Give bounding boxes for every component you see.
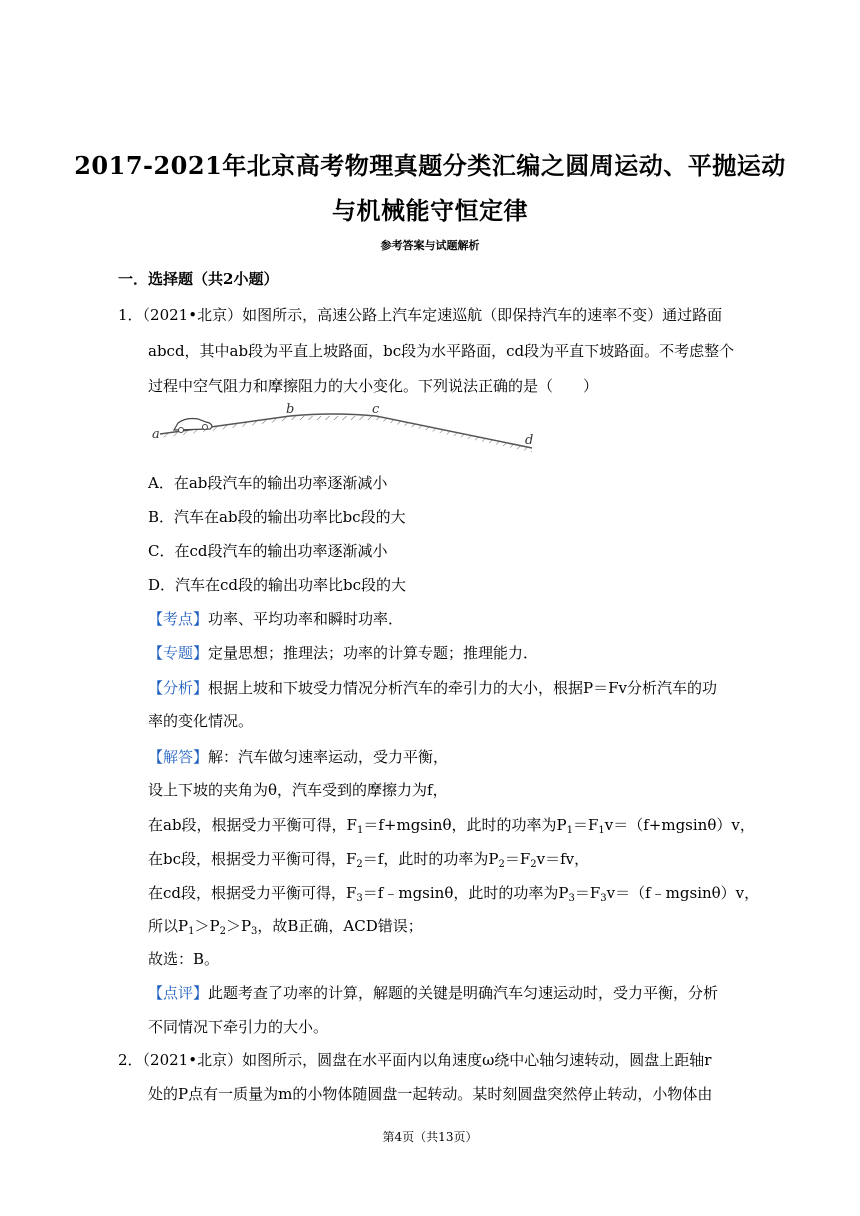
figure-label-d: d <box>525 433 534 448</box>
q2-stem-line-1: 2．（2021•北京）如图所示，圆盘在水平面内以角速度ω绕中心轴匀速转动，圆盘上距轴r <box>118 1051 712 1069</box>
document-title-line-1: 2017-2021年北京高考物理真题分类汇编之圆周运动、平抛运动 <box>74 151 786 180</box>
q1-dianping <box>148 982 718 1003</box>
document-subtitle: 参考答案与试题解析 <box>380 239 480 252</box>
dianping-tag: 【点评】 <box>148 984 209 1002</box>
document-title-line-2: 与机械能守恒定律 <box>332 196 528 225</box>
kaodian-text: 功率、平均功率和瞬时功率． <box>208 610 404 628</box>
zhuanti-tag: 【专题】 <box>148 644 209 662</box>
q1-jieda-line-2: 设上下坡的夹角为θ，汽车受到的摩擦力为f， <box>148 781 448 799</box>
jieda-tag: 【解答】 <box>148 748 209 766</box>
q1-fenxi <box>148 677 717 698</box>
q1-jieda <box>148 746 448 767</box>
q1-option-c: C．在cd段汽车的输出功率逐渐减小 <box>148 542 388 560</box>
kaodian-tag: 【考点】 <box>148 610 209 628</box>
q1-option-d: D．汽车在cd段的输出功率比bc段的大 <box>148 576 407 594</box>
figure-label-a: a <box>152 427 160 442</box>
fenxi-text-1: 根据上坡和下坡受力情况分析汽车的牵引力的大小，根据P＝Fv分析汽车的功 <box>208 679 717 697</box>
q1-option-a: A．在ab段汽车的输出功率逐渐减小 <box>148 474 388 492</box>
figure-label-c: c <box>372 402 380 417</box>
zhuanti-text: 定量思想；推理法；功率的计算专题；推理能力． <box>208 644 539 662</box>
dianping-text-1: 此题考查了功率的计算，解题的关键是明确汽车匀速运动时，受力平衡，分析 <box>208 984 719 1002</box>
q1-dianping-cont: 不同情况下牵引力的大小。 <box>148 1018 329 1036</box>
q1-stem-line-1: 1．（2021•北京）如图所示，高速公路上汽车定速巡航（即保持汽车的速率不变）通过路面 <box>118 306 723 324</box>
q1-ab-equation: 在ab段，根据受力平衡可得，$F_1=f+mgsin\theta$，此时的功率为$P_1=F_1v=(f+mgsin\theta)v$， <box>148 816 755 836</box>
q1-option-b: B．汽车在ab段的输出功率比bc段的大 <box>148 508 406 526</box>
q1-conclusion: 所以$P_1>P_2>P_3$，故B正确，ACD错误； <box>148 917 423 937</box>
figure-label-b: b <box>286 402 295 417</box>
q1-zhuanti <box>148 642 538 663</box>
q1-bc-equation: 在bc段，根据受力平衡可得，$F_2=f$，此时的功率为$P_2=F_2v=fv$， <box>148 850 590 870</box>
q1-road-figure <box>150 400 542 462</box>
q1-stem-line-2: abcd，其中ab段为平直上坡路面，bc段为水平路面，cd段为平直下坡路面。不考虑整个 <box>148 342 735 360</box>
jieda-text-1: 解：汽车做匀速率运动，受力平衡， <box>208 748 449 766</box>
q1-cd-equation: 在cd段，根据受力平衡可得，$F_3=f﹣mgsin\theta$，此时的功率为$P_3=F_3v=(f﹣mgsin\theta)v$， <box>148 884 760 904</box>
q1-answer: 故选：B。 <box>148 950 220 968</box>
q2-stem-line-2: 处的P点有一质量为m的小物体随圆盘一起转动。某时刻圆盘突然停止转动，小物体由 <box>148 1085 713 1103</box>
q1-kaodian <box>148 608 403 629</box>
q1-fenxi-cont: 率的变化情况。 <box>148 712 254 730</box>
section-heading: 一．选择题（共2小题） <box>118 270 279 288</box>
page-footer: 第4页（共13页） <box>382 1130 478 1144</box>
fenxi-tag: 【分析】 <box>148 679 209 697</box>
q1-stem-line-3: 过程中空气阻力和摩擦阻力的大小变化。下列说法正确的是（ ） <box>148 377 599 395</box>
